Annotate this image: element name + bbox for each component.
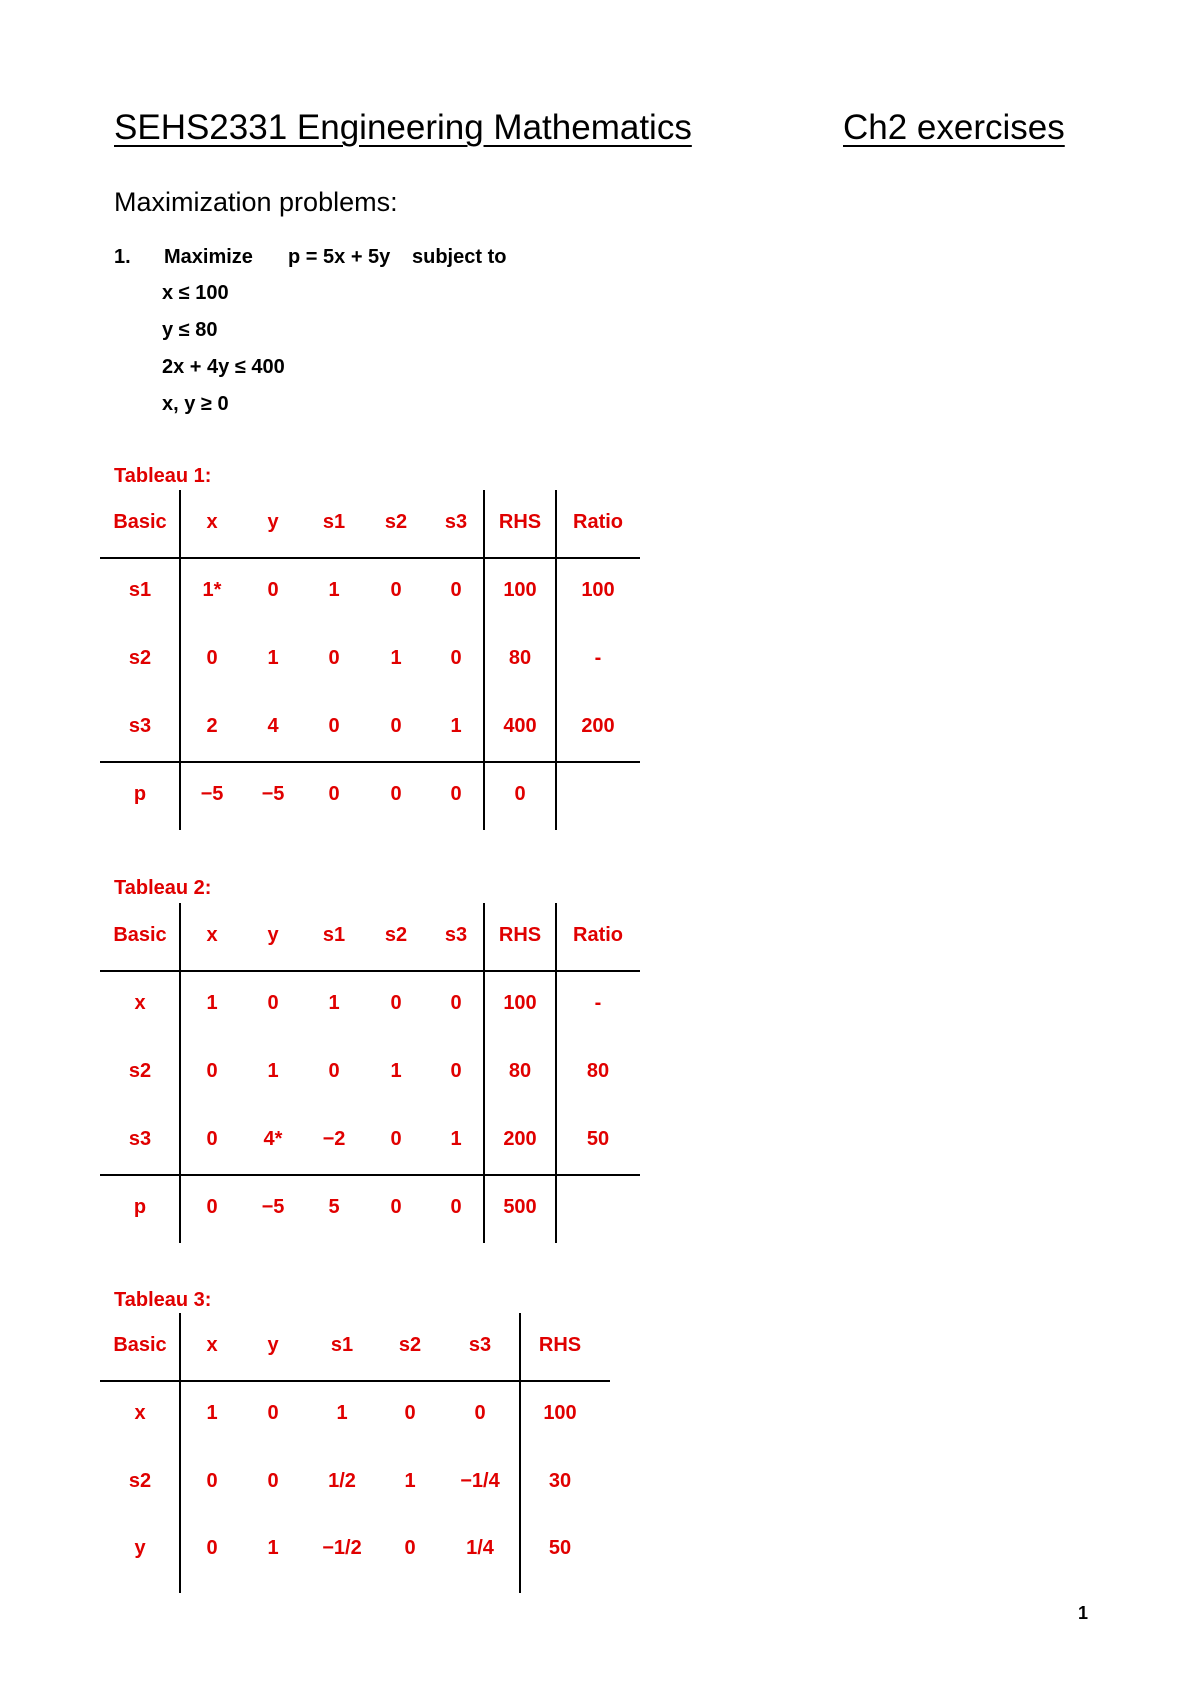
header-cell: s1	[322, 924, 346, 946]
tableau-cell: x	[134, 992, 146, 1014]
header-cell: y	[267, 1334, 279, 1356]
constraint: y ≤ 80	[162, 319, 218, 341]
tableau-cell: 4*	[263, 1128, 283, 1150]
chapter-label: Ch2 exercises	[843, 108, 1065, 147]
tableau-cell: -	[594, 647, 602, 669]
tableau-2	[100, 903, 640, 1243]
tableau-cell: 0	[390, 783, 402, 805]
column-separator	[179, 903, 181, 1243]
tableau-cell: 0	[328, 1060, 340, 1082]
tableau-cell: 1	[450, 715, 462, 737]
tableau-cell: 200	[581, 715, 615, 737]
problem-objective-line	[164, 243, 506, 271]
header-cell: s3	[468, 1334, 492, 1356]
tableau-cell: p	[133, 1196, 147, 1218]
tableau-cell: 0	[474, 1402, 486, 1424]
header-cell: y	[267, 511, 279, 533]
header-cell: s2	[398, 1334, 422, 1356]
column-separator	[179, 1313, 181, 1593]
tableau-cell: 0	[206, 1060, 218, 1082]
row-separator	[100, 1380, 610, 1382]
header-cell: s3	[444, 511, 468, 533]
tableau-cell: 0	[328, 647, 340, 669]
tableau-cell: −5	[261, 783, 285, 805]
header-cell: Basic	[113, 924, 167, 946]
header-cell: x	[206, 1334, 218, 1356]
subject-to-text: subject to	[412, 246, 507, 268]
tableau-cell: 1	[206, 1402, 218, 1424]
column-separator	[483, 490, 485, 830]
tableau-cell: 200	[503, 1128, 537, 1150]
header-cell: s1	[322, 511, 346, 533]
tableau-cell: s2	[128, 647, 152, 669]
course-title: SEHS2331 Engineering Mathematics	[114, 108, 692, 147]
tableau-cell: s3	[128, 715, 152, 737]
header-cell: s3	[444, 924, 468, 946]
problem-number: 1.	[114, 246, 131, 268]
tableau-cell: 30	[548, 1470, 572, 1492]
tableau-cell: 0	[450, 1196, 462, 1218]
tableau-cell: 0	[206, 1196, 218, 1218]
tableau-cell: s1	[128, 579, 152, 601]
tableau-cell: 0	[450, 992, 462, 1014]
tableau-cell: 50	[548, 1537, 572, 1559]
tableau-cell: 1	[328, 992, 340, 1014]
tableau-cell: 0	[328, 715, 340, 737]
tableau-2-title: Tableau 2:	[114, 877, 212, 899]
tableau-cell: 1	[328, 579, 340, 601]
tableau-cell: 500	[503, 1196, 537, 1218]
tableau-cell: s2	[128, 1470, 152, 1492]
tableau-cell: y	[134, 1537, 146, 1559]
tableau-cell: 80	[508, 647, 532, 669]
tableau-cell: 0	[450, 647, 462, 669]
header-cell: Ratio	[573, 924, 623, 946]
column-separator	[555, 903, 557, 1243]
tableau-cell: 0	[404, 1402, 416, 1424]
row-separator	[100, 557, 640, 559]
tableau-cell: s3	[128, 1128, 152, 1150]
tableau-cell: −1/2	[322, 1537, 362, 1559]
tableau-cell: 0	[390, 579, 402, 601]
constraint: x, y ≥ 0	[162, 393, 229, 415]
tableau-cell: s2	[128, 1060, 152, 1082]
column-separator	[519, 1313, 521, 1593]
tableau-cell: 5	[328, 1196, 340, 1218]
tableau-cell: 100	[581, 579, 615, 601]
header-cell: s1	[330, 1334, 354, 1356]
tableau-cell: 1	[390, 647, 402, 669]
tableau-cell: 0	[390, 715, 402, 737]
tableau-cell: 0	[390, 1128, 402, 1150]
tableau-cell: 100	[503, 579, 537, 601]
tableau-cell: −5	[261, 1196, 285, 1218]
tableau-cell: 0	[390, 992, 402, 1014]
header-cell: RHS	[498, 924, 542, 946]
tableau-1-title: Tableau 1:	[114, 465, 212, 487]
tableau-cell: -	[594, 992, 602, 1014]
column-separator	[483, 903, 485, 1243]
row-separator	[100, 970, 640, 972]
header-cell: Basic	[113, 1334, 167, 1356]
tableau-cell: 100	[543, 1402, 577, 1424]
header-cell: x	[206, 511, 218, 533]
column-separator	[179, 490, 181, 830]
tableau-cell: 1	[336, 1402, 348, 1424]
tableau-cell: 0	[450, 579, 462, 601]
row-separator	[100, 761, 640, 763]
tableau-cell: 100	[503, 992, 537, 1014]
header-cell: RHS	[498, 511, 542, 533]
tableau-1	[100, 490, 640, 830]
tableau-cell: 0	[206, 1128, 218, 1150]
tableau-cell: 0	[206, 1470, 218, 1492]
tableau-cell: 4	[267, 715, 279, 737]
tableau-cell: p	[133, 783, 147, 805]
page-number: 1	[1078, 1603, 1089, 1623]
tableau-cell: 0	[206, 1537, 218, 1559]
header-cell: s2	[384, 511, 408, 533]
tableau-cell: 1	[404, 1470, 416, 1492]
header-cell: x	[206, 924, 218, 946]
tableau-cell: 0	[514, 783, 526, 805]
tableau-cell: 80	[586, 1060, 610, 1082]
tableau-3	[100, 1313, 610, 1593]
tableau-cell: 1	[267, 1060, 279, 1082]
tableau-cell: 0	[206, 647, 218, 669]
tableau-cell: −5	[200, 783, 224, 805]
tableau-cell: 0	[404, 1537, 416, 1559]
tableau-cell: 1	[206, 992, 218, 1014]
tableau-cell: 1	[267, 647, 279, 669]
tableau-3-title: Tableau 3:	[114, 1289, 212, 1311]
row-separator	[100, 1174, 640, 1176]
header-cell: y	[267, 924, 279, 946]
tableau-cell: x	[134, 1402, 146, 1424]
constraint: x ≤ 100	[162, 282, 229, 304]
tableau-cell: −2	[322, 1128, 346, 1150]
tableau-cell: −1/4	[460, 1470, 500, 1492]
column-separator	[555, 490, 557, 830]
header-cell: Basic	[113, 511, 167, 533]
tableau-cell: 1	[450, 1128, 462, 1150]
tableau-cell: 0	[390, 1196, 402, 1218]
tableau-cell: 0	[267, 1470, 279, 1492]
section-heading: Maximization problems:	[114, 187, 398, 217]
tableau-cell: 2	[206, 715, 218, 737]
tableau-cell: 0	[267, 1402, 279, 1424]
objective-function: p = 5x + 5y	[288, 246, 391, 268]
tableau-cell: 0	[450, 1060, 462, 1082]
problem-verb: Maximize	[164, 246, 253, 268]
tableau-cell: 50	[586, 1128, 610, 1150]
tableau-cell: 400	[503, 715, 537, 737]
tableau-cell: 0	[328, 783, 340, 805]
tableau-cell: 80	[508, 1060, 532, 1082]
header-cell: RHS	[538, 1334, 582, 1356]
tableau-cell: 1/2	[328, 1470, 356, 1492]
constraint: 2x + 4y ≤ 400	[162, 356, 285, 378]
tableau-cell: 1	[390, 1060, 402, 1082]
header-cell: s2	[384, 924, 408, 946]
tableau-cell: 1*	[202, 579, 222, 601]
tableau-cell: 1/4	[466, 1537, 494, 1559]
tableau-cell: 0	[267, 579, 279, 601]
header-cell: Ratio	[573, 511, 623, 533]
tableau-cell: 0	[450, 783, 462, 805]
tableau-cell: 1	[267, 1537, 279, 1559]
tableau-cell: 0	[267, 992, 279, 1014]
